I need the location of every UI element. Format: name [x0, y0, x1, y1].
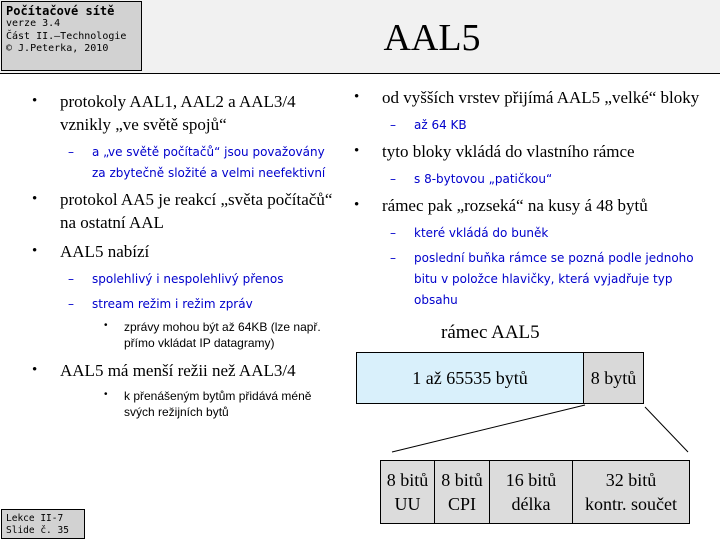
- sub-bullet-text: až 64 KB: [414, 118, 467, 132]
- bullet-text: tyto bloky vkládá do vlastního rámce: [382, 142, 635, 161]
- bullet-item: • AAL5 nabízí: [32, 242, 150, 261]
- slide-title: AAL5: [383, 17, 481, 59]
- sub-bullet-item: – stream režim i režim zpráv: [68, 297, 253, 311]
- field-size: 16 bitů: [505, 470, 557, 490]
- connector-line-left: [392, 405, 585, 452]
- sub-bullet-item: – s 8-bytovou „patičkou“: [390, 172, 553, 186]
- field-size: 8 bitů: [386, 470, 429, 490]
- bullet-text: protokol AA5 je reakcí „světa počítačů“ na ostatní AAL: [60, 190, 333, 232]
- sub-sub-bullet-item: • zprávy mohou být až 64KB (lze např. přímo vkládat IP datagramy): [104, 320, 321, 350]
- slide-number: Slide č. 35: [6, 525, 69, 536]
- trailer-field-uu: [381, 461, 434, 523]
- trailer-field-length: [489, 461, 572, 523]
- bullet-item: • protokol AA5 je reakcí „světa počítačů“ na ostatní AAL: [32, 190, 333, 232]
- frame-label: rámec AAL5: [441, 322, 540, 343]
- sub-bullet-item: – spolehlivý i nespolehlivý přenos: [68, 272, 284, 286]
- trailer-field-cpi: [434, 461, 489, 523]
- connector-line-right: [645, 407, 688, 452]
- author-text: © J.Peterka, 2010: [6, 43, 109, 54]
- bullet-item: • rámec pak „rozseká“ na kusy á 48 bytů: [354, 196, 648, 215]
- bullet-item: • protokoly AAL1, AAL2 a AAL3/4 vznikly „ve světě spojů“: [32, 92, 296, 134]
- sub-sub-bullet-text: k přenášeným bytům přidává méně svých režijních bytů: [124, 389, 312, 419]
- frame-payload-box: 1 až 65535 bytů: [356, 352, 584, 404]
- bullet-text: AAL5 nabízí: [60, 242, 150, 261]
- sub-bullet-item: – až 64 KB: [390, 118, 467, 132]
- field-name: UU: [394, 494, 421, 514]
- field-name: kontr. součet: [585, 494, 677, 514]
- sub-bullet-text: spolehlivý i nespolehlivý přenos: [92, 272, 284, 286]
- version-text: verze 3.4: [6, 18, 61, 29]
- trailer-breakdown: [380, 460, 690, 524]
- bullet-text: AAL5 má menší režii než AAL3/4: [60, 361, 296, 380]
- trailer-field-checksum: [572, 461, 689, 523]
- bullet-item: • od vyšších vrstev přijímá AAL5 „velké“ bloky: [354, 88, 700, 107]
- sub-sub-bullet-item: • k přenášeným bytům přidává méně svých režijních bytů: [104, 389, 312, 419]
- bullet-text: rámec pak „rozseká“ na kusy á 48 bytů: [382, 196, 648, 215]
- bullet-item: • AAL5 má menší režii než AAL3/4: [32, 361, 296, 380]
- bullet-text: protokoly AAL1, AAL2 a AAL3/4 vznikly „ve světě spojů“: [60, 92, 296, 134]
- sub-bullet-text: a „ve světě počítačů“ jsou považovány za zbytečně složité a velmi neefektivní: [92, 145, 326, 180]
- sub-bullet-text: poslední buňka rámce se pozná podle jednoho bitu v položce hlavičky, která vyjadřuje typ obsahu: [414, 251, 694, 307]
- field-name: délka: [511, 494, 551, 514]
- field-size: 8 bitů: [441, 470, 483, 490]
- field-name: CPI: [447, 494, 476, 514]
- sub-bullet-item: – a „ve světě počítačů“ jsou považovány za zbytečně složité a velmi neefektivní: [68, 145, 326, 180]
- sub-bullet-text: stream režim i režim zpráv: [92, 297, 253, 311]
- part-text: Část II.–Technologie: [6, 30, 127, 42]
- sub-bullet-item: – které vkládá do buněk: [390, 226, 549, 240]
- sub-bullet-text: s 8-bytovou „patičkou“: [414, 172, 553, 186]
- slide-footer: [1, 509, 85, 539]
- bullet-item: • tyto bloky vkládá do vlastního rámce: [354, 142, 635, 161]
- sub-sub-bullet-text: zprávy mohou být až 64KB (lze např. přímo vkládat IP datagramy): [124, 320, 321, 350]
- sub-bullet-item: – poslední buňka rámce se pozná podle jednoho bitu v položce hlavičky, která vyjadřuje typ obsahu: [390, 251, 694, 307]
- bullet-text: od vyšších vrstev přijímá AAL5 „velké“ bloky: [382, 88, 700, 107]
- lesson-label: Lekce II-7: [6, 513, 64, 524]
- field-size: 32 bitů: [605, 470, 657, 490]
- sub-bullet-text: které vkládá do buněk: [414, 226, 549, 240]
- frame-trailer-box: 8 bytů: [584, 352, 644, 404]
- course-name: Počítačové sítě: [6, 4, 115, 18]
